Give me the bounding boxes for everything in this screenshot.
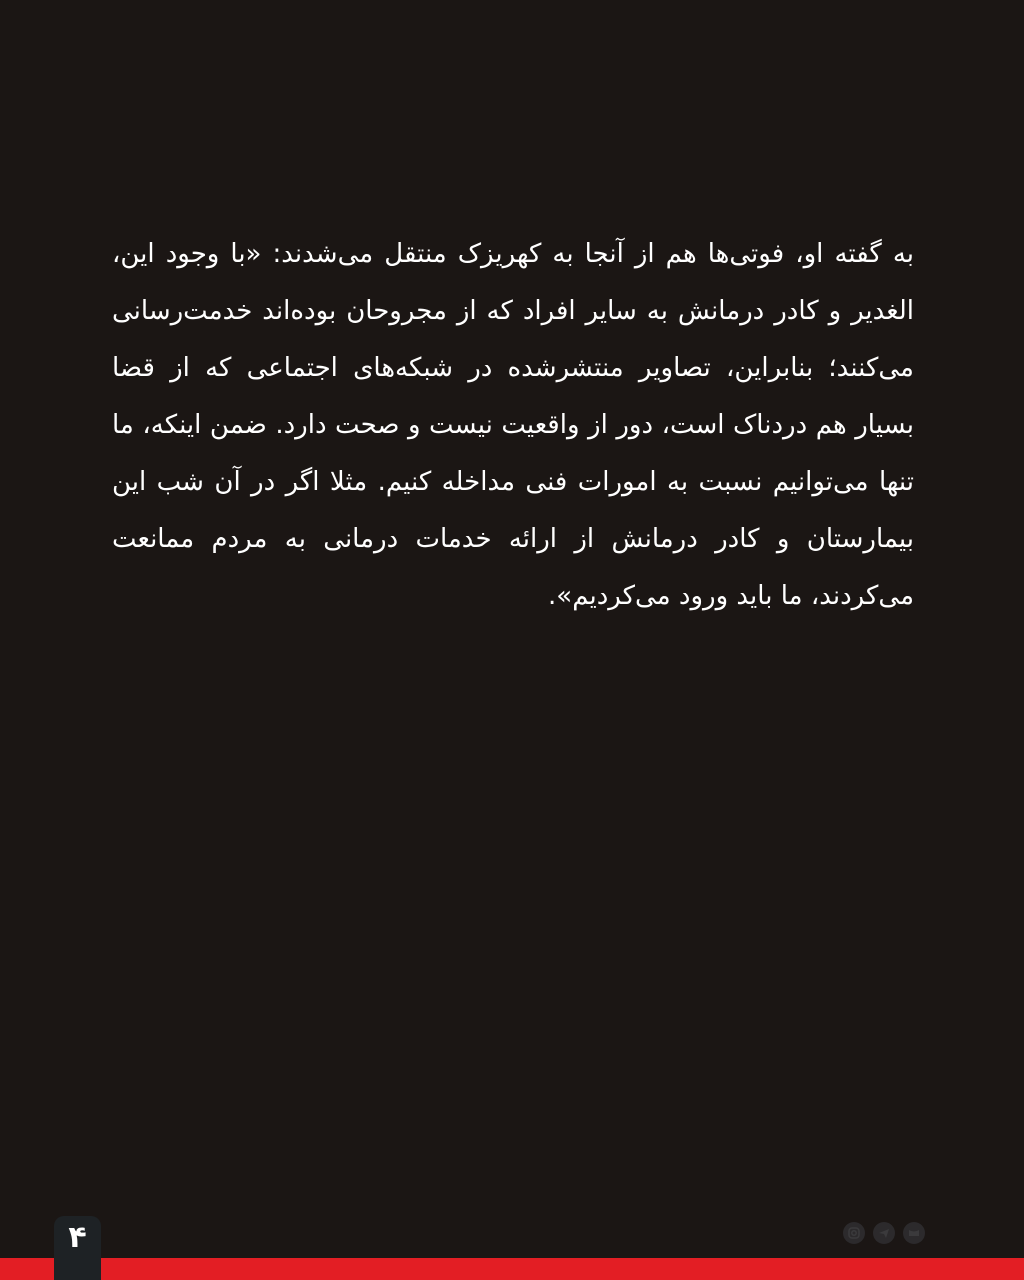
social-icon-2[interactable] [873,1222,895,1244]
article-paragraph: به گفته او، فوتی‌ها هم از آنجا به کهریزک منتقل می‌شدند: «با وجود این، الغدیر و کادر درمانش به سایر افراد که از مجروحان بوده‌اند خدمت‌رسانی می‌کنند؛ بنابراین، تصاویر منتشرشده در شبکه‌های اجتماعی که از قضا بسیار هم دردناک است، دور از واقعیت نیست و صحت دارد. ضمن اینکه، ما تنها می‌توانیم نسبت به امورات فنی مداخله کنیم. مثلا اگر در آن شب این بیمارستان و کادر درمانش از ارائه خدمات درمانی به مردم ممانعت می‌کردند، ما باید ورود می‌کردیم». [112,239,914,611]
social-icons [843,1222,925,1244]
page-number: ۴ [54,1216,101,1280]
social-icon-1[interactable] [843,1222,865,1244]
bottom-accent-bar [0,1258,1024,1280]
social-icon-3[interactable] [903,1222,925,1244]
